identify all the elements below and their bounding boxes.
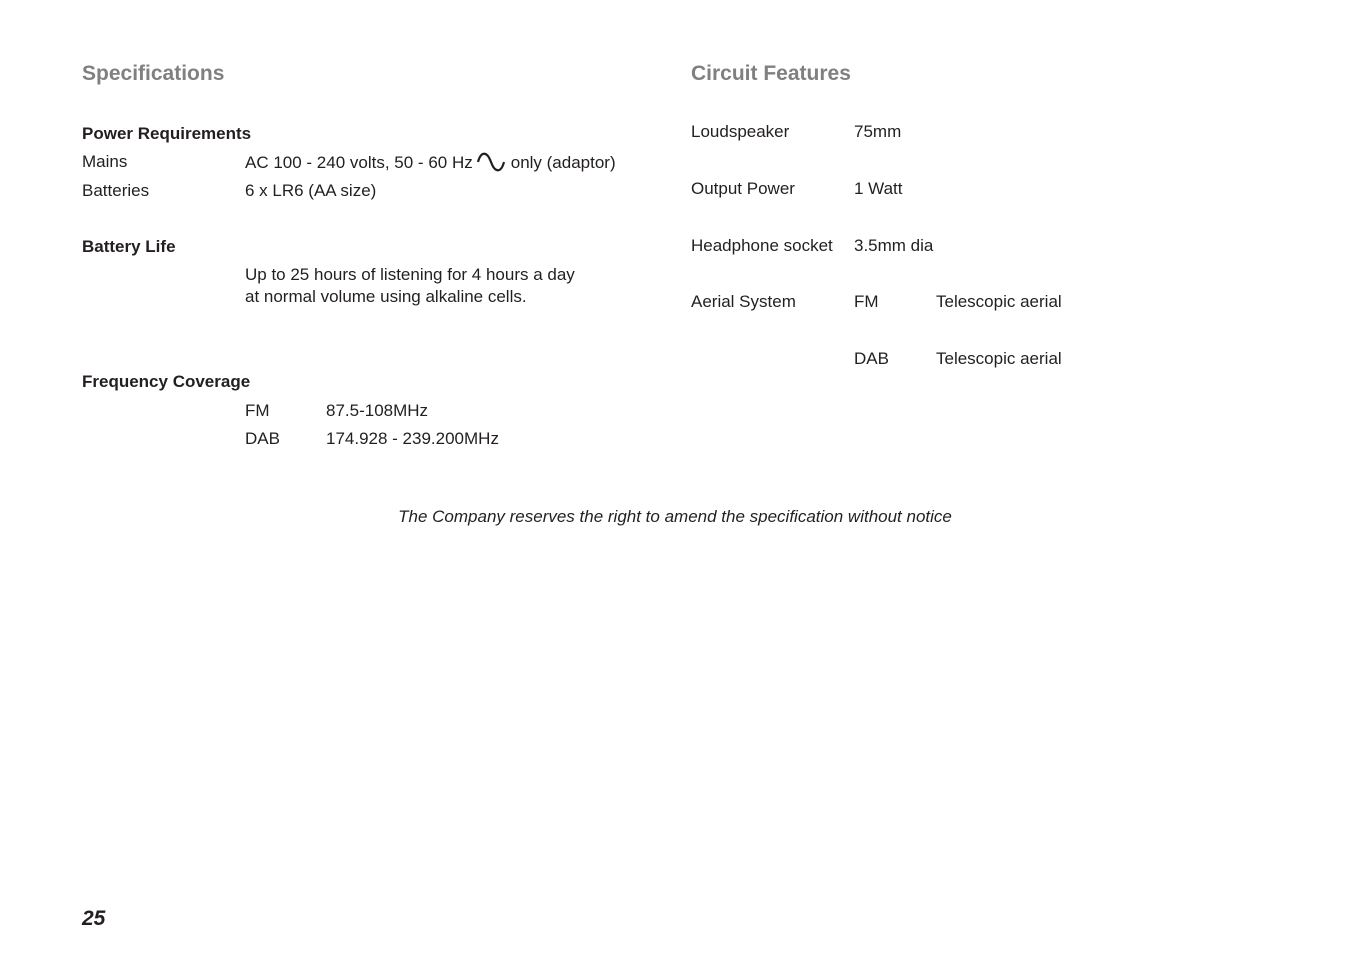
power-requirements-heading: Power Requirements — [82, 124, 252, 143]
batteries-value: 6 x LR6 (AA size) — [245, 181, 377, 200]
battery-life-heading: Battery Life — [82, 237, 176, 256]
frequency-range-dab: 174.928 - 239.200MHz — [326, 429, 499, 448]
specifications-title: Specifications — [82, 62, 225, 85]
battery-life-line1: Up to 25 hours of listening for 4 hours a day — [245, 265, 575, 284]
aerial-type-fm: Telescopic aerial — [936, 292, 1062, 311]
specification-disclaimer: The Company reserves the right to amend the specification without notice — [398, 507, 952, 526]
loudspeaker-label: Loudspeaker — [691, 122, 790, 141]
mains-value — [245, 152, 616, 177]
mains-value-post: only (adaptor) — [510, 153, 616, 172]
frequency-band-fm: FM — [245, 401, 270, 420]
aerial-system-label: Aerial System — [691, 292, 796, 311]
frequency-coverage-heading: Frequency Coverage — [82, 372, 251, 391]
mains-label: Mains — [82, 152, 128, 171]
batteries-label: Batteries — [82, 181, 150, 200]
output-power-value: 1 Watt — [854, 179, 903, 198]
ac-sine-wave-icon — [477, 152, 505, 177]
frequency-range-fm: 87.5-108MHz — [326, 401, 429, 420]
aerial-band-fm: FM — [854, 292, 879, 311]
loudspeaker-value: 75mm — [854, 122, 902, 141]
mains-value-pre: AC 100 - 240 volts, 50 - 60 Hz — [245, 153, 473, 172]
circuit-features-title: Circuit Features — [691, 62, 851, 85]
output-power-label: Output Power — [691, 179, 795, 198]
page-number: 25 — [82, 907, 106, 930]
headphone-socket-value: 3.5mm dia — [854, 236, 934, 255]
battery-life-line2: at normal volume using alkaline cells. — [245, 287, 527, 306]
aerial-type-dab: Telescopic aerial — [936, 349, 1062, 368]
aerial-band-dab: DAB — [854, 349, 889, 368]
headphone-socket-label: Headphone socket — [691, 236, 833, 255]
frequency-band-dab: DAB — [245, 429, 280, 448]
